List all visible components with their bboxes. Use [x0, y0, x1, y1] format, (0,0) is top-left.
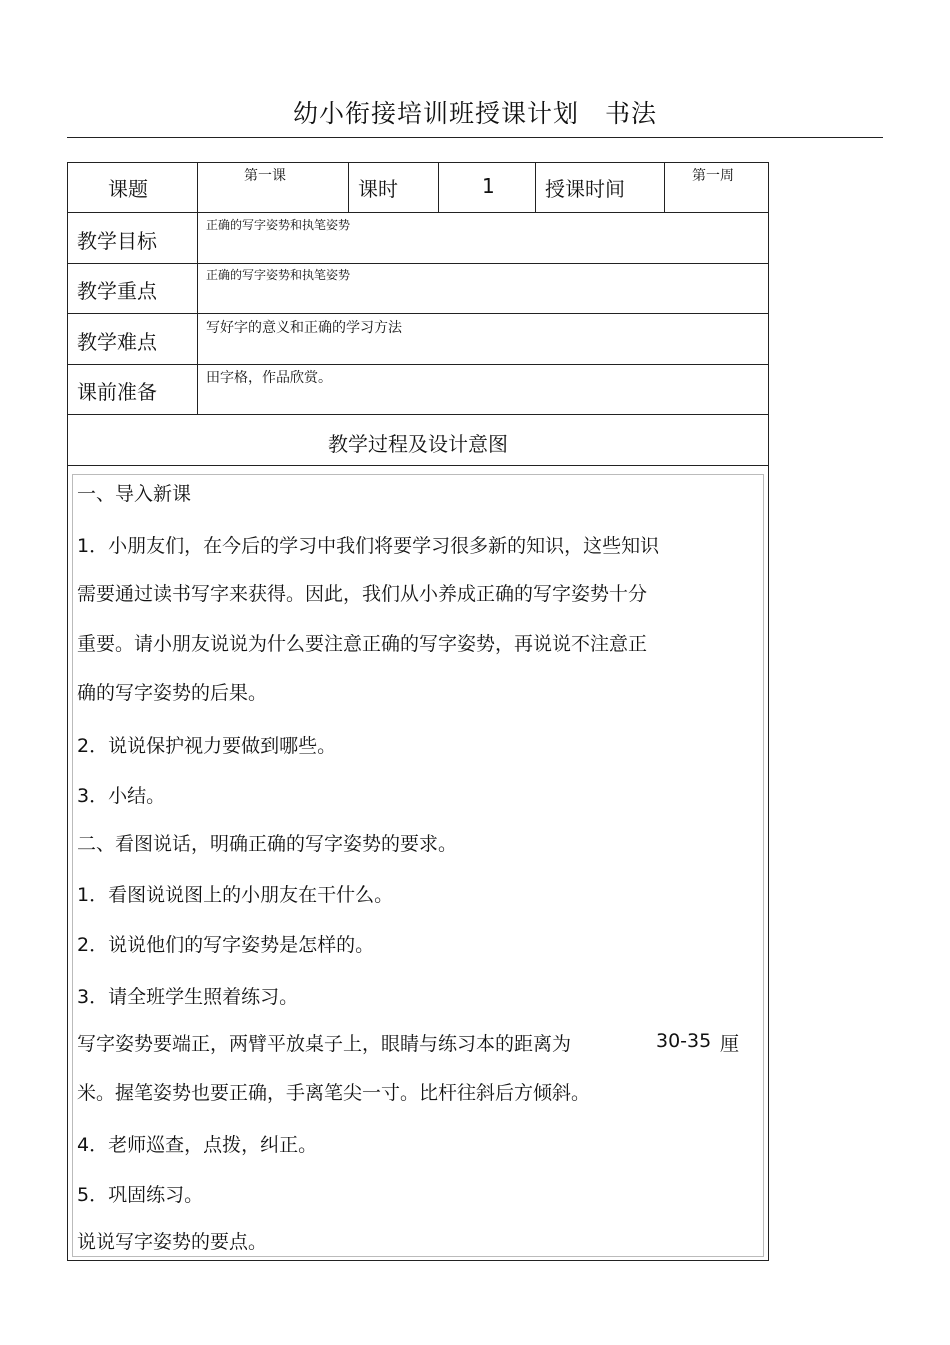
objective-value: 正确的写字姿势和执笔姿势	[206, 218, 351, 232]
hours-label: 课时	[358, 177, 398, 201]
title-main: 幼小衔接培训班授课计划	[292, 99, 579, 128]
content-line: 米。握笔姿势也要正确，手离笔尖一寸。比杆往斜后方倾斜。	[77, 1082, 591, 1104]
focus-value: 正确的写字姿势和执笔姿势	[206, 268, 351, 282]
title-underline	[67, 137, 883, 138]
content-line: 重要。请小朋友说说为什么要注意正确的写字姿势，再说说不注意正	[77, 633, 648, 655]
hours-value: 1	[482, 174, 495, 198]
topic-value: 第一课	[244, 168, 286, 184]
column-divider	[438, 162, 439, 212]
column-divider	[535, 162, 536, 212]
title-subject: 书法	[605, 99, 658, 128]
time-value: 第一周	[692, 168, 734, 184]
topic-label: 课题	[108, 177, 148, 201]
content-line: 1．小朋友们，在今后的学习中我们将要学习很多新的知识，这些知识	[77, 535, 660, 557]
focus-label: 教学重点	[77, 279, 157, 303]
content-line: 2．说说他们的写字姿势是怎样的。	[77, 934, 375, 956]
section-heading: 二、看图说话，明确正确的写字姿势的要求。	[77, 833, 458, 855]
distance-value: 30-35	[656, 1030, 712, 1052]
preparation-value: 田字格，作品欣赏。	[206, 370, 332, 386]
column-divider	[664, 162, 665, 212]
row-divider	[67, 212, 769, 213]
content-line: 3．小结。	[77, 785, 166, 807]
section-heading: 一、导入新课	[77, 483, 192, 505]
row-divider	[67, 313, 769, 314]
row-divider	[67, 414, 769, 415]
content-line: 3．请全班学生照着练习。	[77, 986, 299, 1008]
content-line: 需要通过读书写字来获得。因此，我们从小养成正确的写字姿势十分	[77, 583, 648, 605]
process-header: 教学过程及设计意图	[328, 432, 508, 456]
content-line: 确的写字姿势的后果。	[77, 682, 268, 704]
difficulty-label: 教学难点	[77, 330, 157, 354]
column-divider	[197, 162, 198, 414]
row-divider	[67, 263, 769, 264]
objective-label: 教学目标	[77, 229, 157, 253]
content-line: 说说写字姿势的要点。	[77, 1231, 268, 1253]
row-divider	[67, 465, 769, 466]
content-line: 1．看图说说图上的小朋友在干什么。	[77, 884, 394, 906]
content-line: 5．巩固练习。	[77, 1184, 204, 1206]
distance-unit: 厘	[720, 1033, 740, 1055]
content-line: 4．老师巡查，点拨，纠正。	[77, 1134, 318, 1156]
row-divider	[67, 364, 769, 365]
content-line: 2．说说保护视力要做到哪些。	[77, 735, 337, 757]
page-title	[0, 94, 950, 130]
content-line: 写字姿势要端正，两臂平放桌子上，眼睛与练习本的距离为	[77, 1033, 572, 1055]
preparation-label: 课前准备	[77, 380, 157, 404]
column-divider	[348, 162, 349, 212]
difficulty-value: 写好字的意义和正确的学习方法	[206, 320, 402, 336]
time-label: 授课时间	[545, 177, 625, 201]
